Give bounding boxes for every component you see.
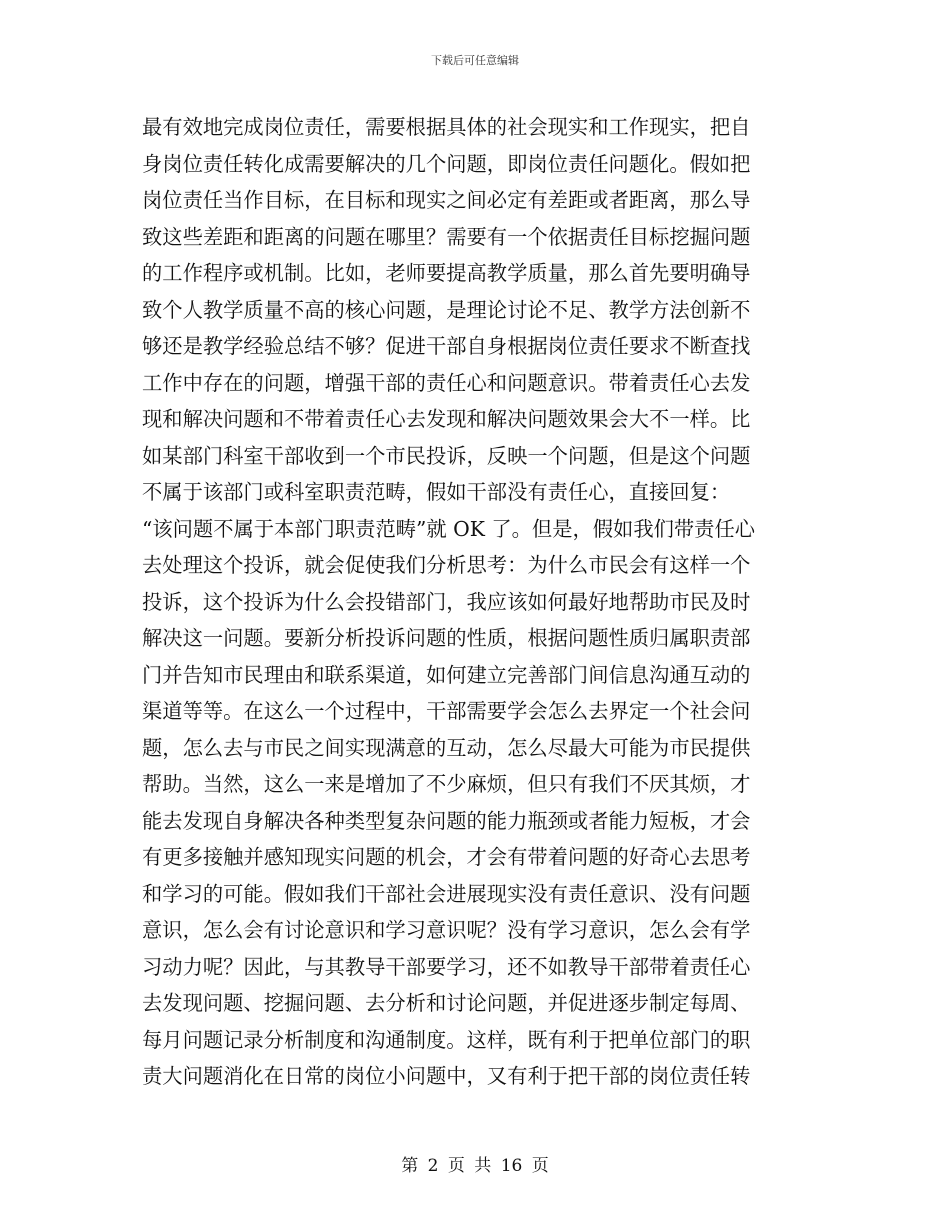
body-line: 责大问题消化在日常的岗位小问题中，又有利于把干部的岗位责任转 (142, 1064, 751, 1088)
body-line: 能去发现自身解决各种类型复杂问题的能力瓶颈或者能力短板，才会 (142, 808, 751, 833)
body-line: 够还是教学经验总结不够？促进干部自身根据岗位责任要求不断查找 (142, 334, 751, 358)
page-header: 下载后可任意编辑 (431, 54, 519, 67)
body-line: 投诉，这个投诉为什么会投错部门，我应该如何最好地帮助市民及时 (142, 589, 751, 614)
body-line: “该问题不属于本部门职责范畴”就 OK 了。但是，假如我们带责任心 (142, 516, 756, 541)
body-line: 和学习的可能。假如我们干部社会进展现实没有责任意识、没有问题 (142, 881, 751, 906)
body-line: 意识，怎么会有讨论意识和学习意识呢？没有学习意识，怎么会有学 (142, 918, 751, 942)
body-line: 致个人教学质量不高的核心问题，是理论讨论不足、教学方法创新不 (142, 297, 751, 322)
body-line: 题，怎么去与市民之间实现满意的互动，怎么尽最大可能为市民提供 (142, 735, 751, 760)
body-line: 如某部门科室干部收到一个市民投诉，反映一个问题，但是这个问题 (142, 443, 751, 468)
body-line: 有更多接触并感知现实问题的机会，才会有带着问题的好奇心去思考 (142, 845, 751, 869)
body-line: 习动力呢？因此，与其教导干部要学习，还不如教导干部带着责任心 (142, 954, 751, 979)
body-line: 去发现问题、挖掘问题、去分析和讨论问题，并促进逐步制定每周、 (142, 991, 751, 1015)
body-line: 门并告知市民理由和联系渠道，如何建立完善部门间信息沟通互动的 (142, 662, 751, 687)
body-line: 身岗位责任转化成需要解决的几个问题，即岗位责任问题化。假如把 (142, 151, 751, 176)
body-line: 岗位责任当作目标，在目标和现实之间必定有差距或者距离，那么导 (142, 188, 751, 212)
body-line: 解决这一问题。要新分析投诉问题的性质，根据问题性质归属职责部 (142, 626, 751, 650)
page-footer: 第 2 页 共 16 页 (401, 1156, 549, 1176)
document-body (142, 109, 814, 1095)
body-line: 每月问题记录分析制度和沟通制度。这样，既有利于把单位部门的职 (142, 1027, 751, 1052)
body-line: 最有效地完成岗位责任，需要根据具体的社会现实和工作现实，把自 (142, 115, 751, 139)
body-line: 渠道等等。在这么一个过程中，干部需要学会怎么去界定一个社会问 (142, 699, 751, 723)
body-line: 帮助。当然，这么一来是增加了不少麻烦，但只有我们不厌其烦，才 (142, 772, 751, 796)
body-line: 致这些差距和距离的问题在哪里？需要有一个依据责任目标挖掘问题 (142, 224, 751, 249)
body-line: 现和解决问题和不带着责任心去发现和解决问题效果会大不一样。比 (142, 407, 751, 431)
body-line: 工作中存在的问题，增强干部的责任心和问题意识。带着责任心去发 (142, 370, 751, 395)
body-line: 去处理这个投诉，就会促使我们分析思考：为什么市民会有这样一个 (142, 553, 751, 577)
body-line: 不属于该部门或科室职责范畴，假如干部没有责任心，直接回复： (142, 480, 731, 504)
body-line: 的工作程序或机制。比如，老师要提高教学质量，那么首先要明确导 (142, 261, 751, 285)
